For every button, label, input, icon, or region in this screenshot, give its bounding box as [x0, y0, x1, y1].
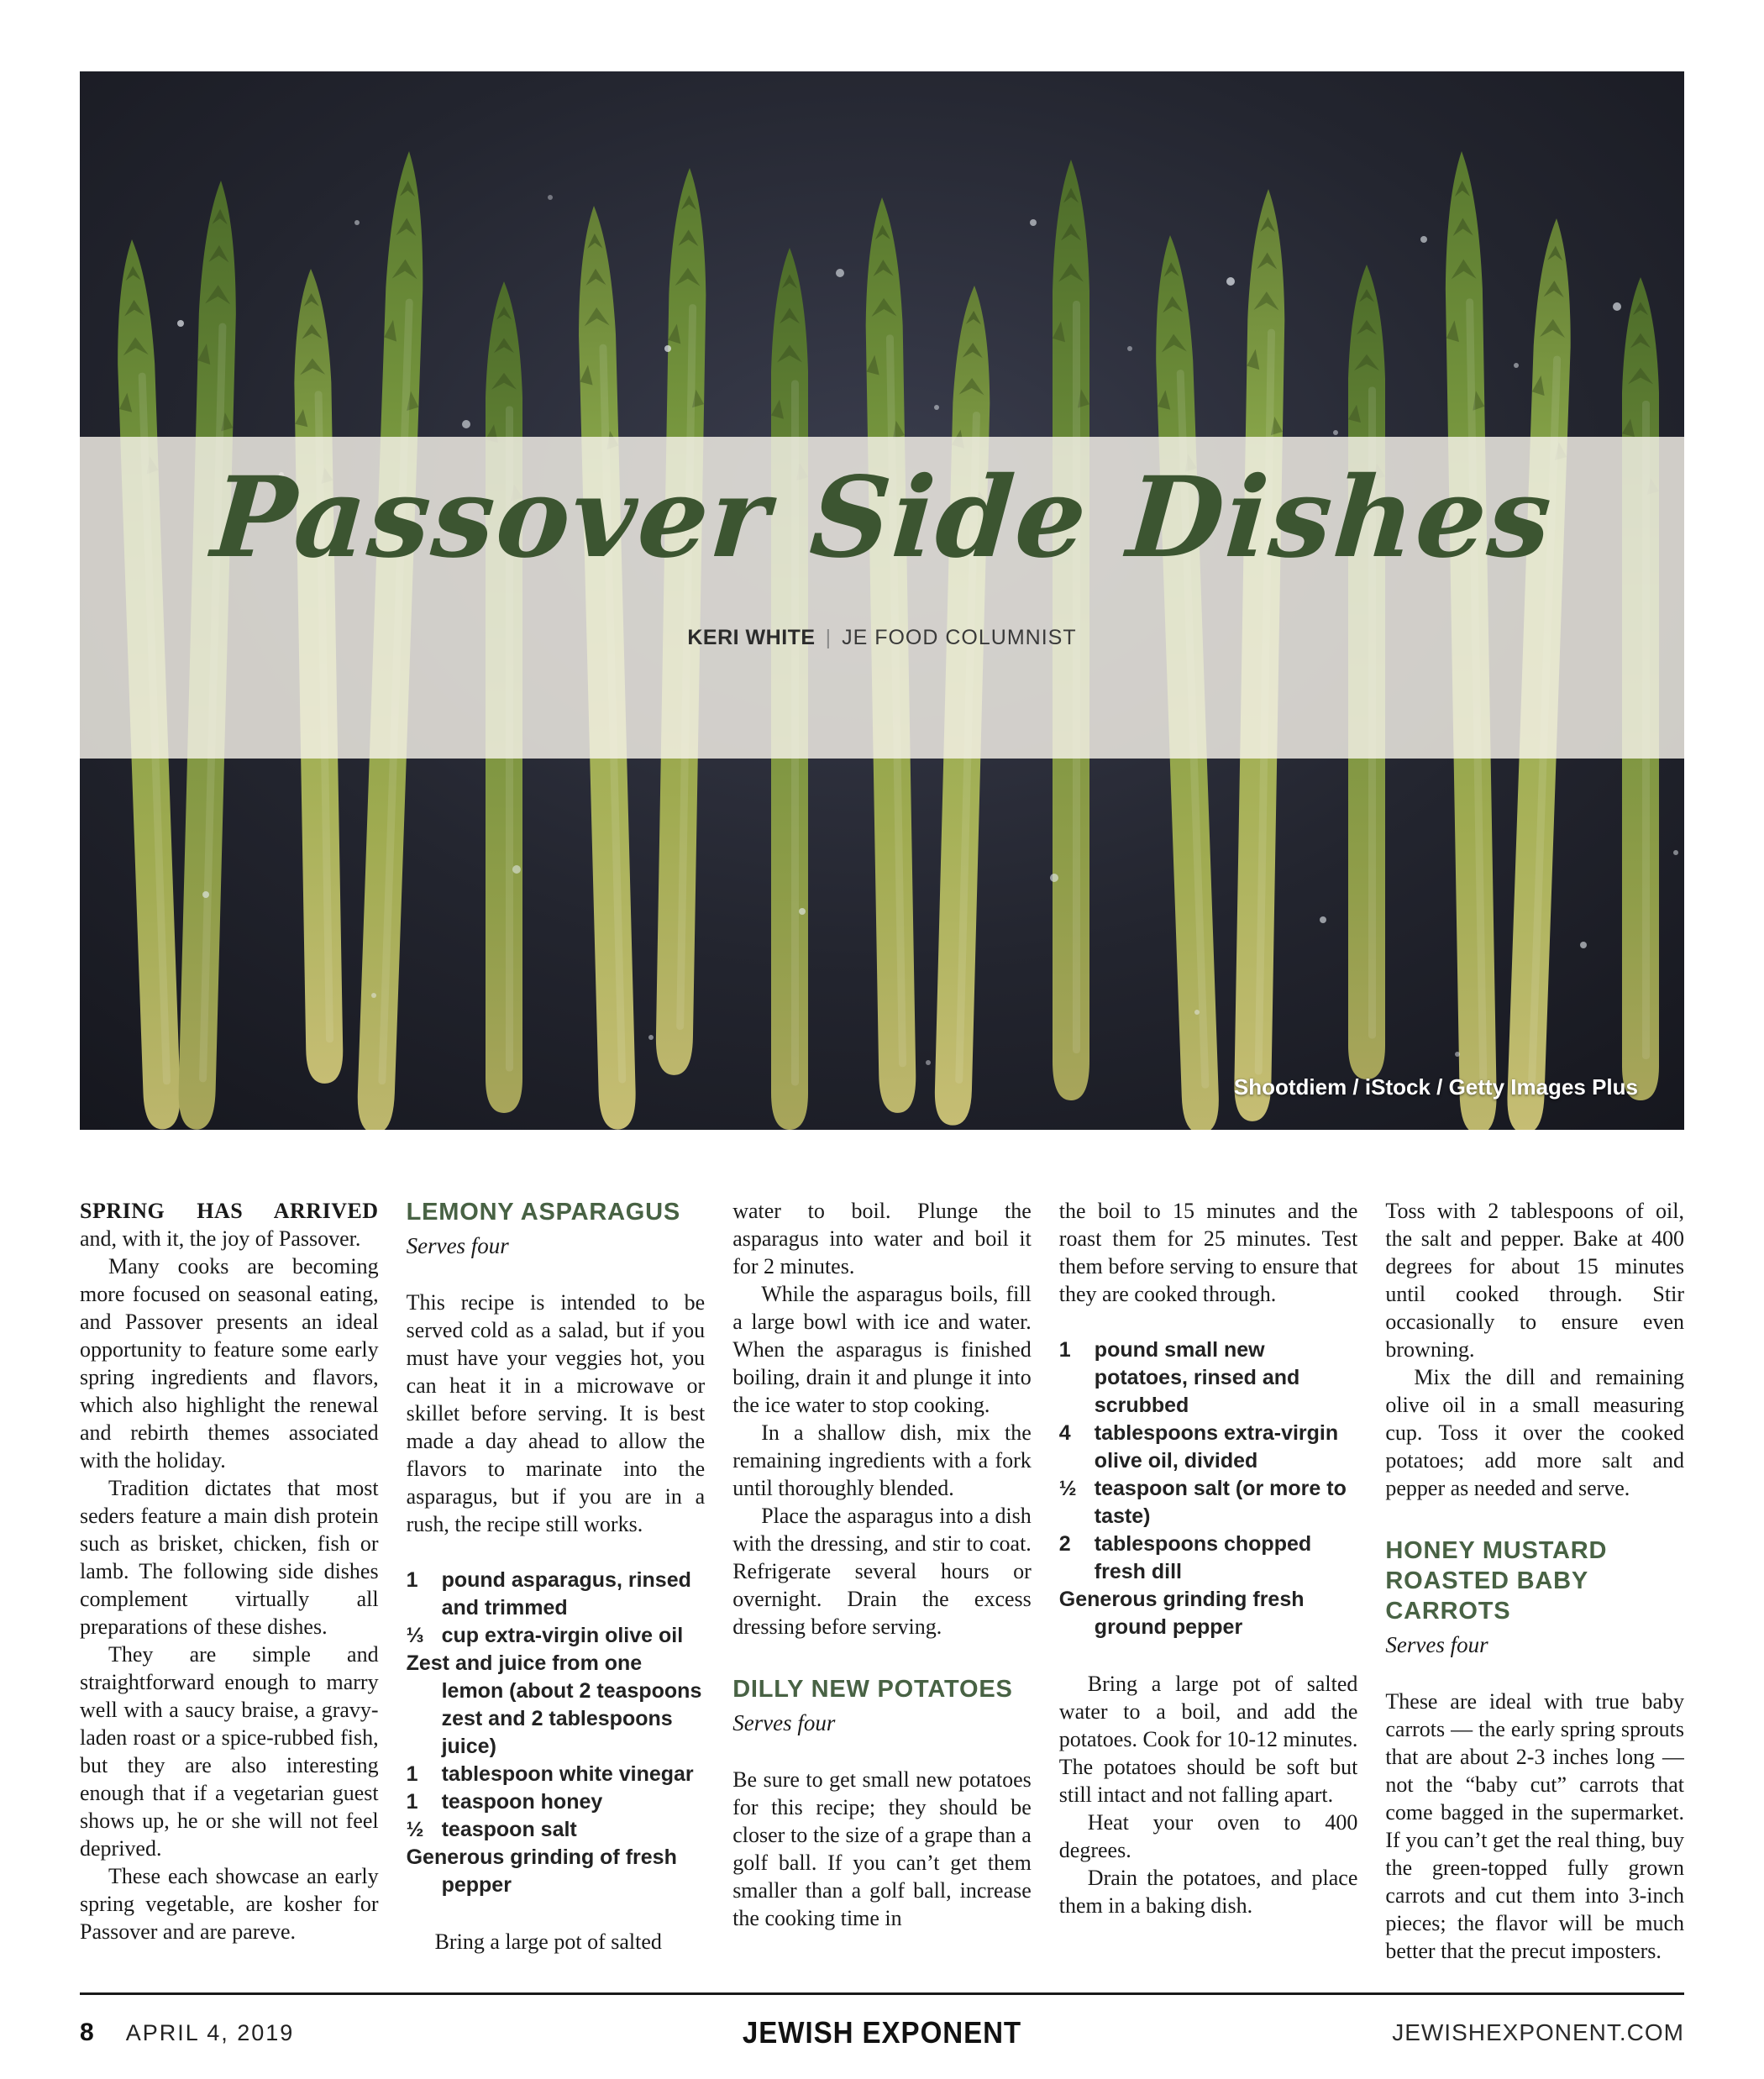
- page-number: 8: [80, 2019, 94, 2046]
- ingredient-qty: ⅓: [406, 1624, 424, 1647]
- article-column-1: [80, 1197, 379, 1968]
- ingredient-text: Zest and juice from one lemon (about 2 teaspoons zest and 2 tablespoons juice): [406, 1651, 702, 1758]
- ingredient-text: teaspoon honey: [441, 1790, 603, 1814]
- paragraph: water to boil. Plunge the asparagus into water and boil it for 2 minutes.: [732, 1199, 1032, 1278]
- paragraph: Bring a large pot of salted: [434, 1929, 662, 1954]
- photo-credit: Shootdiem / iStock / Getty Images Plus: [1233, 1074, 1638, 1100]
- article-title: Passover Side Dishes: [207, 453, 1557, 583]
- ingredient-item: [1059, 1475, 1358, 1530]
- paragraph: Bring a large pot of salted water to a boil, and add the potatoes. Cook for 10-12 minutes. The potatoes should be soft but still intact and not falling apart.: [1058, 1672, 1358, 1807]
- recipe-heading-lemony-asparagus: LEMONY ASPARAGUS: [406, 1199, 681, 1226]
- paragraph: Be sure to get small new potatoes for this recipe; they should be closer to the size of a grape than a golf ball. If you can’t get them smaller than a golf ball, increase the cooking time in: [732, 1767, 1032, 1930]
- ingredient-text: cup extra-virgin olive oil: [441, 1624, 684, 1647]
- publication-website: JEWISHEXPONENT.COM: [1392, 2019, 1684, 2045]
- article-column-2: [407, 1197, 706, 1968]
- paragraph: In a shallow dish, mix the remaining ingredients with a fork until thoroughly blended.: [732, 1420, 1032, 1500]
- ingredient-text: tablespoon white vinegar: [441, 1762, 694, 1786]
- ingredient-text: Generous grinding of fresh pepper: [406, 1845, 677, 1897]
- ingredient-qty: 2: [1058, 1532, 1071, 1556]
- paragraph: the boil to 15 minutes and the roast them for 25 minutes. Test them before serving to ensure that they are cooked through.: [1058, 1199, 1358, 1306]
- ingredient-item: [407, 1761, 706, 1788]
- ingredient-text: teaspoon salt (or more to taste): [1094, 1477, 1347, 1528]
- ingredient-text: tablespoons chopped fresh dill: [1094, 1532, 1312, 1583]
- ingredient-qty: ½: [406, 1818, 424, 1841]
- paragraph: This recipe is intended to be served cold as a salad, but if you must have your veggies hot, you can heat it in a microwave or skillet before serving. It is best made a day ahead to allow the flavors to marinate into the asparagus, but if you are in a rush, the recipe still works.: [406, 1290, 706, 1536]
- ingredient-text: tablespoons extra-virgin olive oil, divided: [1094, 1421, 1339, 1473]
- paragraph: Mix the dill and remaining olive oil in a small measuring cup. Toss it over the cooked potatoes; add more salt and pepper as needed and serve.: [1385, 1365, 1684, 1500]
- paragraph: and, with it, the joy of Passover.: [80, 1226, 361, 1251]
- ingredient-item: [407, 1567, 706, 1622]
- title-band: [80, 437, 1684, 759]
- ingredient-item: [407, 1788, 706, 1816]
- ingredient-qty: 1: [406, 1790, 418, 1814]
- byline-role: JE FOOD COLUMNIST: [842, 625, 1077, 649]
- ingredient-item: [407, 1650, 706, 1761]
- paragraph: Heat your oven to 400 degrees.: [1058, 1810, 1358, 1862]
- footer-left: [80, 2019, 294, 2047]
- ingredient-qty: 1: [406, 1762, 418, 1786]
- ingredient-item: [1059, 1336, 1358, 1420]
- byline-separator: |: [825, 625, 832, 649]
- paragraph: Many cooks are becoming more focused on seasonal eating, and Passover presents an ideal opportunity to feature some early spring ingredients and flavors, which also highlight the renewal and rebirth themes associated with the holiday.: [80, 1254, 379, 1473]
- byline: [687, 626, 1076, 650]
- article-column-5: [1385, 1197, 1684, 1968]
- ingredient-text: teaspoon salt: [441, 1818, 577, 1841]
- ingredient-qty: ½: [1058, 1477, 1077, 1500]
- ingredient-text: pound asparagus, rinsed and trimmed: [441, 1568, 691, 1620]
- byline-author: KERI WHITE: [687, 625, 816, 649]
- ingredient-item: [407, 1622, 706, 1650]
- issue-date: APRIL 4, 2019: [125, 2019, 295, 2045]
- ingredient-qty: 4: [1058, 1421, 1071, 1445]
- hero-photo: [80, 71, 1684, 1130]
- paragraph: They are simple and straightforward enough to marry well with a saucy braise, a gravy-laden roast or a spice-rubbed fish, but they are also interesting enough that if a vegetarian guest shows up, he or she will not feel deprived.: [80, 1642, 379, 1861]
- article-column-4: [1059, 1197, 1358, 1968]
- footer-divider: [80, 1992, 1684, 1995]
- ingredient-list: [407, 1567, 706, 1899]
- paragraph: Place the asparagus into a dish with the dressing, and stir to coat. Refrigerate several hours or overnight. Drain the excess dressing before serving.: [732, 1504, 1032, 1639]
- paragraph: While the asparagus boils, fill a large bowl with ice and water. When the asparagus is finished boiling, drain it and plunge it into the ice water to stop cooking.: [732, 1282, 1032, 1417]
- paragraph: These are ideal with true baby carrots — the early spring sprouts that are about 2-3 inches long — not the “baby cut” carrots that come bagged in the supermarket. If you can’t get the real thing, buy the green-topped fully grown carrots and cut them into 3-inch pieces; the flavor will be much better that the precut imposters.: [1385, 1689, 1684, 1963]
- article-body: [80, 1197, 1684, 1968]
- ingredient-text: Generous grinding fresh ground pepper: [1058, 1588, 1305, 1639]
- serves-note: Serves four: [1385, 1632, 1488, 1657]
- serves-note: Serves four: [406, 1233, 509, 1258]
- ingredient-item: [1059, 1420, 1358, 1475]
- recipe-heading-honey-mustard-carrots: HONEY MUSTARD ROASTED BABY CARROTS: [1385, 1537, 1608, 1625]
- paragraph: Toss with 2 tablespoons of oil, the salt and pepper. Bake at 400 degrees for about 15 minutes until cooked through. Stir occasionally to ensure even browning.: [1385, 1199, 1684, 1362]
- ingredient-qty: 1: [406, 1568, 418, 1592]
- ingredient-qty: 1: [1058, 1338, 1071, 1362]
- ingredient-list: [1059, 1336, 1358, 1641]
- serves-note: Serves four: [732, 1710, 836, 1735]
- paragraph: Drain the potatoes, and place them in a baking dish.: [1058, 1866, 1358, 1918]
- ingredient-item: [407, 1844, 706, 1899]
- ingredient-item: [407, 1816, 706, 1844]
- lead-in-text: SPRING HAS ARRIVED: [80, 1199, 379, 1223]
- page-footer: [80, 2009, 1684, 2056]
- publication-name: JEWISH EXPONENT: [742, 2015, 1022, 2050]
- paragraph: Tradition dictates that most seders feature a main dish protein such as brisket, chicken, fish or lamb. The following side dishes complement virtually all preparations of these dishes.: [80, 1476, 379, 1639]
- recipe-heading-dilly-new-potatoes: DILLY NEW POTATOES: [732, 1676, 1013, 1703]
- article-column-3: [732, 1197, 1032, 1968]
- ingredient-item: [1059, 1530, 1358, 1586]
- ingredient-text: pound small new potatoes, rinsed and scrubbed: [1094, 1338, 1300, 1417]
- paragraph: These each showcase an early spring vegetable, are kosher for Passover and are pareve.: [80, 1864, 379, 1944]
- ingredient-item: [1059, 1586, 1358, 1641]
